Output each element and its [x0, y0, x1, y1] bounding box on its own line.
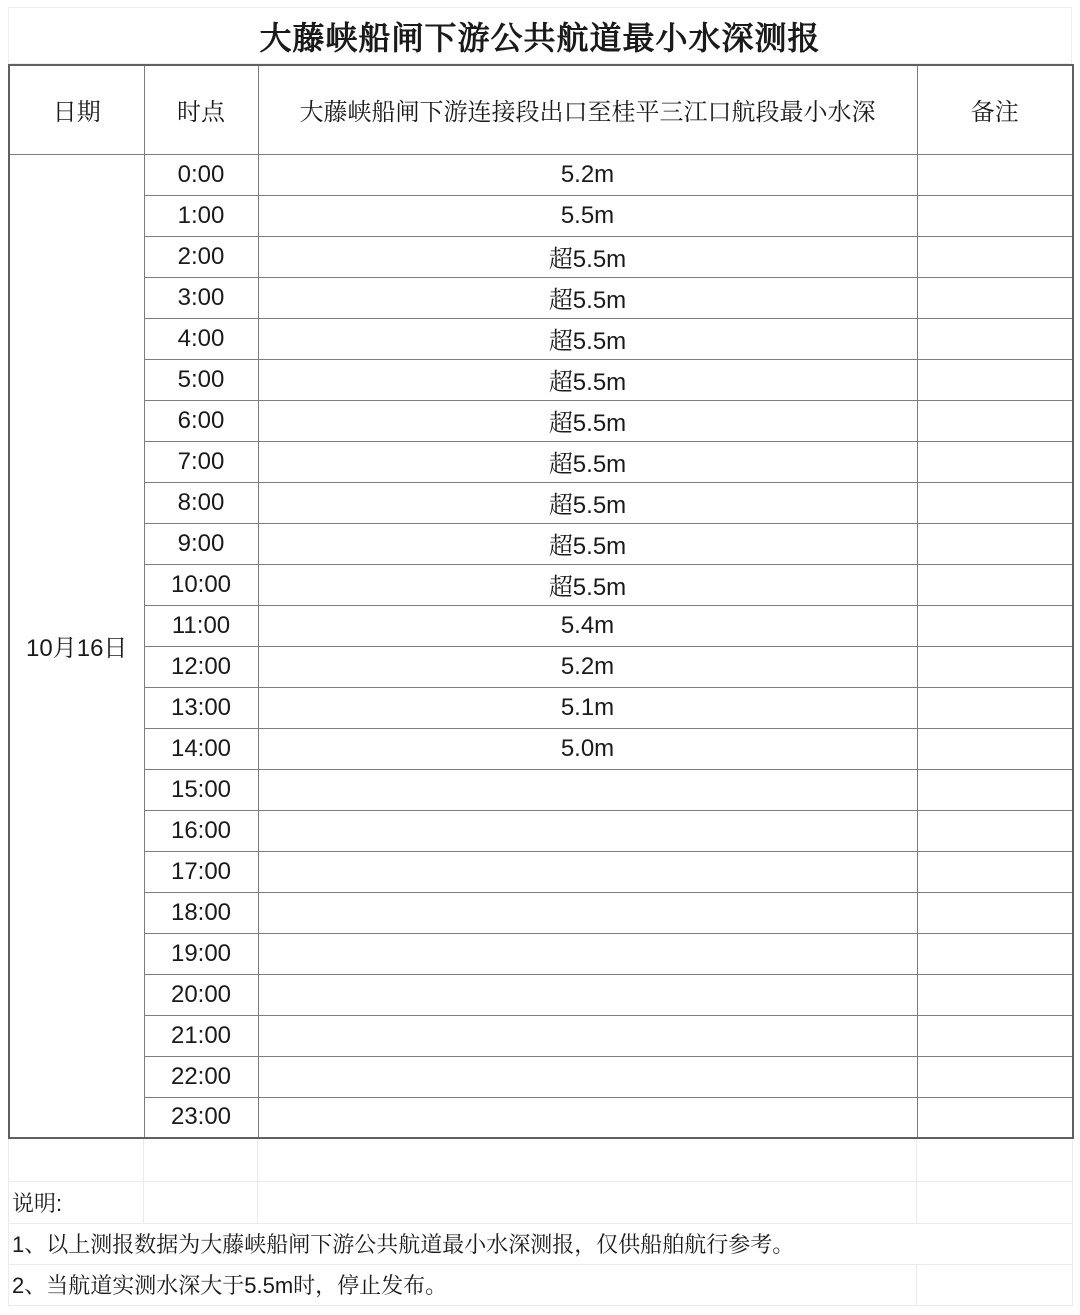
time-cell: 18:00 — [144, 892, 258, 933]
time-cell: 13:00 — [144, 687, 258, 728]
empty-cell — [258, 1181, 917, 1223]
table-row — [9, 523, 1073, 564]
table-row — [9, 318, 1073, 359]
spacer-cell — [144, 1139, 258, 1181]
note-row — [9, 1223, 1073, 1264]
note-row — [9, 1264, 1073, 1305]
time-cell: 1:00 — [144, 195, 258, 236]
remark-cell — [917, 605, 1073, 646]
remark-cell — [917, 851, 1073, 892]
time-cell: 17:00 — [144, 851, 258, 892]
remark-cell — [917, 892, 1073, 933]
col-header-depth: 大藤峡船闸下游连接段出口至桂平三江口航段最小水深 — [258, 65, 917, 154]
time-cell: 0:00 — [144, 154, 258, 195]
remark-cell — [917, 154, 1073, 195]
time-cell: 20:00 — [144, 974, 258, 1015]
table-row — [9, 974, 1073, 1015]
depth-cell: 超5.5m — [258, 523, 917, 564]
depth-cell — [258, 769, 917, 810]
remark-cell — [917, 482, 1073, 523]
remark-cell — [917, 564, 1073, 605]
table-row — [9, 154, 1073, 195]
table-row — [9, 605, 1073, 646]
empty-cell — [144, 1181, 258, 1223]
table-row — [9, 359, 1073, 400]
depth-cell — [258, 851, 917, 892]
depth-cell: 超5.5m — [258, 400, 917, 441]
empty-cell — [917, 1264, 1073, 1305]
depth-cell — [258, 1056, 917, 1097]
remark-cell — [917, 1056, 1073, 1097]
table-row — [9, 277, 1073, 318]
time-cell: 7:00 — [144, 441, 258, 482]
table-row — [9, 933, 1073, 974]
time-cell: 22:00 — [144, 1056, 258, 1097]
depth-table-header — [9, 65, 1073, 154]
page-title: 大藤峡船闸下游公共航道最小水深测报 — [8, 7, 1072, 64]
spacer-cell — [9, 1139, 144, 1181]
table-row — [9, 728, 1073, 769]
remark-cell — [917, 810, 1073, 851]
remark-cell — [917, 646, 1073, 687]
time-cell: 19:00 — [144, 933, 258, 974]
table-row — [9, 1015, 1073, 1056]
remark-cell — [917, 769, 1073, 810]
time-cell: 15:00 — [144, 769, 258, 810]
note-2: 2、当航道实测水深大于5.5m时，停止发布。 — [9, 1264, 917, 1305]
table-row — [9, 1097, 1073, 1138]
notes-section — [8, 1139, 1073, 1306]
col-header-time: 时点 — [144, 65, 258, 154]
depth-cell — [258, 1097, 917, 1138]
remark-cell — [917, 687, 1073, 728]
time-cell: 5:00 — [144, 359, 258, 400]
depth-cell: 超5.5m — [258, 564, 917, 605]
table-row — [9, 441, 1073, 482]
depth-cell — [258, 892, 917, 933]
spacer-cell — [258, 1139, 917, 1181]
depth-cell: 超5.5m — [258, 359, 917, 400]
table-row — [9, 400, 1073, 441]
time-cell: 2:00 — [144, 236, 258, 277]
table-row — [9, 1056, 1073, 1097]
remark-cell — [917, 1015, 1073, 1056]
note-1: 1、以上测报数据为大藤峡船闸下游公共航道最小水深测报，仅供船舶航行参考。 — [9, 1223, 1073, 1264]
remark-cell — [917, 318, 1073, 359]
depth-cell: 5.2m — [258, 154, 917, 195]
remark-cell — [917, 728, 1073, 769]
time-cell: 12:00 — [144, 646, 258, 687]
date-cell: 10月16日 — [9, 154, 144, 1138]
col-header-remark: 备注 — [917, 65, 1073, 154]
spacer-cell — [917, 1139, 1073, 1181]
depth-table — [8, 64, 1074, 1139]
remark-cell — [917, 1097, 1073, 1138]
table-row — [9, 195, 1073, 236]
header-row — [9, 65, 1073, 154]
time-cell: 21:00 — [144, 1015, 258, 1056]
col-header-date: 日期 — [9, 65, 144, 154]
depth-table-body — [9, 154, 1073, 1138]
time-cell: 3:00 — [144, 277, 258, 318]
remark-cell — [917, 277, 1073, 318]
depth-cell: 5.1m — [258, 687, 917, 728]
time-cell: 16:00 — [144, 810, 258, 851]
empty-cell — [917, 1181, 1073, 1223]
remark-cell — [917, 359, 1073, 400]
time-cell: 23:00 — [144, 1097, 258, 1138]
depth-cell: 5.2m — [258, 646, 917, 687]
remark-cell — [917, 195, 1073, 236]
notes-label: 说明: — [9, 1181, 144, 1223]
table-row — [9, 687, 1073, 728]
depth-cell: 超5.5m — [258, 318, 917, 359]
table-row — [9, 810, 1073, 851]
table-row — [9, 236, 1073, 277]
time-cell: 8:00 — [144, 482, 258, 523]
remark-cell — [917, 400, 1073, 441]
remark-cell — [917, 974, 1073, 1015]
spacer-row — [9, 1139, 1073, 1181]
depth-cell: 5.0m — [258, 728, 917, 769]
depth-cell — [258, 1015, 917, 1056]
notes-label-row — [9, 1181, 1073, 1223]
remark-cell — [917, 441, 1073, 482]
table-row — [9, 646, 1073, 687]
depth-cell: 超5.5m — [258, 441, 917, 482]
time-cell: 11:00 — [144, 605, 258, 646]
depth-cell — [258, 933, 917, 974]
time-cell: 4:00 — [144, 318, 258, 359]
remark-cell — [917, 523, 1073, 564]
table-row — [9, 564, 1073, 605]
depth-cell: 5.4m — [258, 605, 917, 646]
table-row — [9, 892, 1073, 933]
remark-cell — [917, 933, 1073, 974]
depth-cell — [258, 810, 917, 851]
depth-cell: 5.5m — [258, 195, 917, 236]
table-row — [9, 482, 1073, 523]
time-cell: 10:00 — [144, 564, 258, 605]
table-row — [9, 769, 1073, 810]
depth-cell — [258, 974, 917, 1015]
depth-cell: 超5.5m — [258, 482, 917, 523]
table-row — [9, 851, 1073, 892]
time-cell: 14:00 — [144, 728, 258, 769]
depth-cell: 超5.5m — [258, 277, 917, 318]
depth-cell: 超5.5m — [258, 236, 917, 277]
remark-cell — [917, 236, 1073, 277]
time-cell: 6:00 — [144, 400, 258, 441]
time-cell: 9:00 — [144, 523, 258, 564]
